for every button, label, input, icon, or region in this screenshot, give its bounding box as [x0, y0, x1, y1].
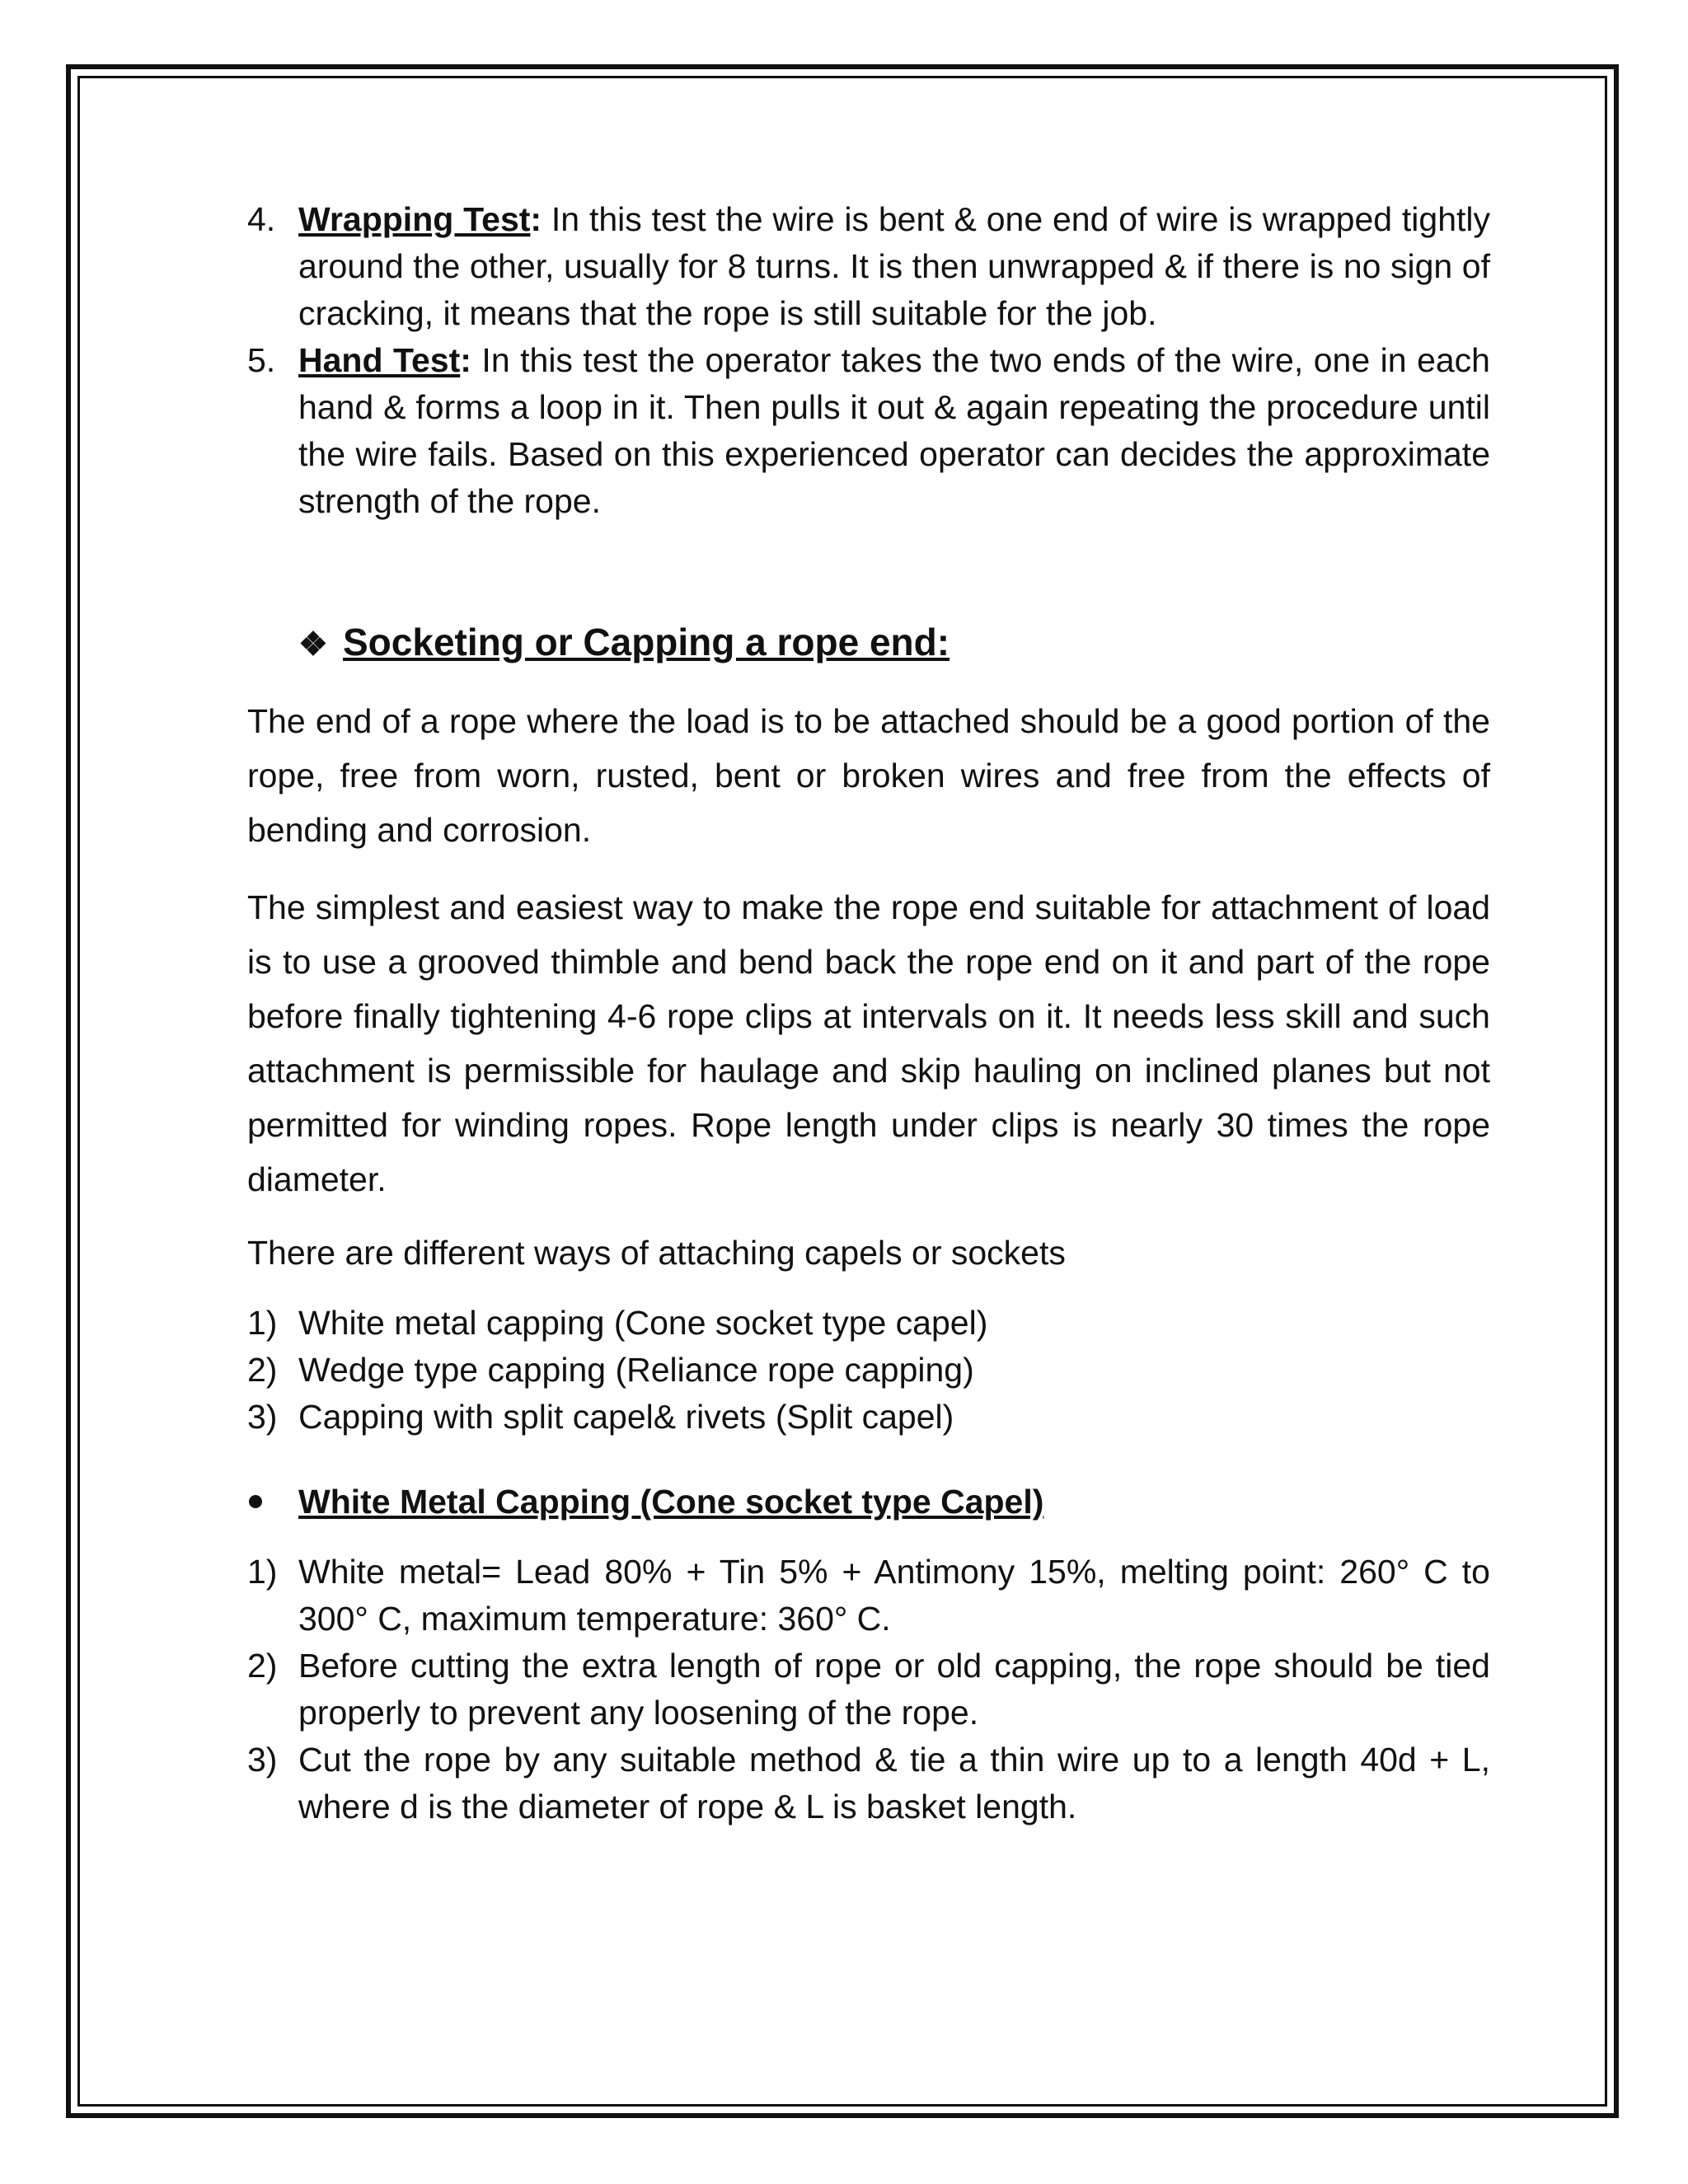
list-item [247, 1643, 1490, 1736]
term-colon: : [530, 200, 542, 238]
list-number: 2) [247, 1351, 278, 1389]
bullet-dot-icon [249, 1495, 262, 1508]
list-item-text: Wedge type capping (Reliance rope capping) [298, 1351, 974, 1389]
list-number: 5. [247, 341, 276, 379]
list-number: 3) [247, 1398, 278, 1436]
list-number: 2) [247, 1647, 278, 1685]
test-term: Hand Test [298, 341, 461, 379]
capping-methods-list [247, 1300, 1490, 1441]
term-colon: : [460, 341, 471, 379]
list-item-text: Cut the rope by any suitable method & tie a thin wire up to a length 40d + L, where d is the diameter of rope & L is basket length. [298, 1741, 1490, 1825]
subsection-heading [247, 1479, 1490, 1526]
list-item [247, 1347, 1490, 1394]
section-heading-text: Socketing or Capping a rope end: [343, 621, 950, 663]
diamond-bullet-icon: ❖ [298, 626, 328, 663]
paragraph: The end of a rope where the load is to be attached should be a good portion of the rope, free from worn, rusted, bent or broken wires and free from the effects of bending and corrosion. [247, 702, 1490, 849]
section-heading [298, 617, 1490, 669]
test-term: Wrapping Test [298, 200, 531, 238]
list-item-text: White metal= Lead 80% + Tin 5% + Antimony 15%, melting point: 260° C to 300° C, maximum temperature: 360° C. [298, 1553, 1490, 1638]
list-item [247, 1549, 1490, 1643]
test-description: In this test the operator takes the two ends of the wire, one in each hand & forms a loop in it. Then pulls it out & again repeating the procedure until the wire fails. Based on this experienced operator can decides the approximate strength of the rope. [298, 341, 1490, 520]
page-content [247, 196, 1490, 1830]
list-number: 1) [247, 1553, 278, 1591]
list-item-text: Before cutting the extra length of rope or old capping, the rope should be tied properly to prevent any loosening of the rope. [298, 1647, 1490, 1732]
list-number: 3) [247, 1741, 278, 1779]
subsection-heading-text: White Metal Capping (Cone socket type Capel) [298, 1483, 1044, 1521]
list-number: 1) [247, 1304, 278, 1342]
list-item [247, 1736, 1490, 1830]
list-item-text: Capping with split capel& rivets (Split capel) [298, 1398, 954, 1436]
paragraph: There are different ways of attaching capels or sockets [247, 1234, 1066, 1272]
list-number: 4. [247, 200, 276, 238]
wire-test-list [247, 196, 1490, 525]
list-item-text: White metal capping (Cone socket type capel) [298, 1304, 988, 1342]
white-metal-steps-list [247, 1549, 1490, 1830]
list-item [247, 337, 1490, 525]
test-description: In this test the wire is bent & one end of wire is wrapped tightly around the other, usually for 8 turns. It is then unwrapped & if there is no sign of cracking, it means that the rope is still suitable for the job. [298, 200, 1490, 332]
paragraph: The simplest and easiest way to make the rope end suitable for attachment of load is to use a grooved thimble and bend back the rope end on it and part of the rope before finally tightening 4-6 rope clips at intervals on it. It needs less skill and such attachment is permissible for haulage and skip hauling on inclined planes but not permitted for winding ropes. Rope length under clips is nearly 30 times the rope diameter. [247, 888, 1490, 1198]
list-item [247, 196, 1490, 337]
list-item [247, 1300, 1490, 1347]
list-item [247, 1394, 1490, 1441]
